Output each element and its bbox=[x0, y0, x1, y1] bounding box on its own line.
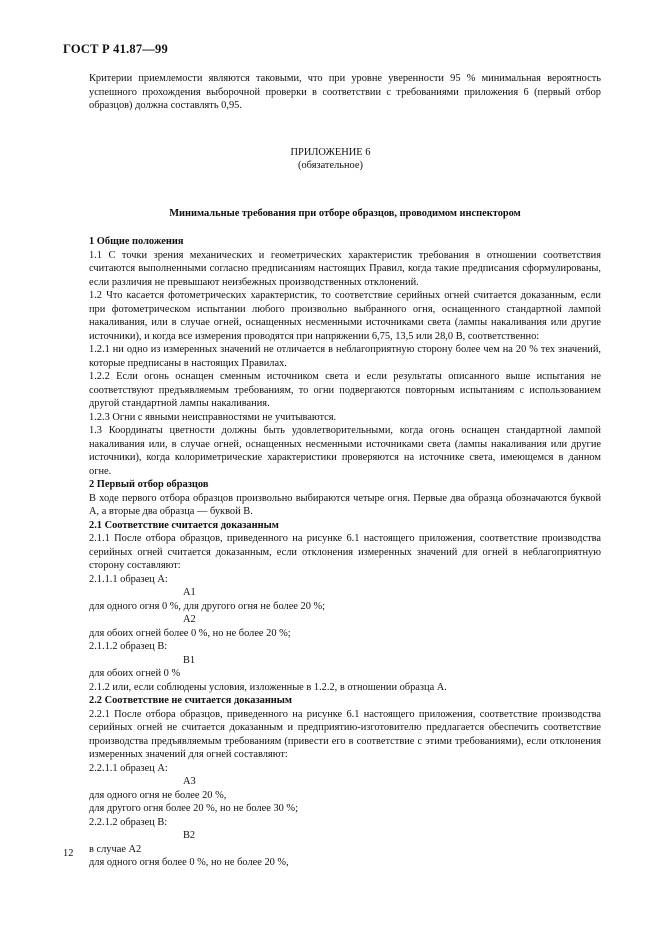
para-1-2-1: 1.2.1 ни одно из измеренных значений не отличается в неблагоприятную сторону более чем на 20 % тех значений, которые предписаны в настоящих Правилах. bbox=[89, 344, 601, 369]
case-b2: В2 bbox=[183, 830, 196, 841]
main-content bbox=[89, 235, 601, 870]
para-1-2-2: 1.2.2 Если огонь оснащен сменным источником света и если результаты описанного выше испытания не соответствуют предъявляемым требованиям, то огни подвергаются повторным испытаниям с использованием другой стандартной лампы накаливания. bbox=[89, 371, 601, 409]
appendix-title: ПРИЛОЖЕНИЕ 6 bbox=[290, 147, 371, 158]
para-2-2-1-2: 2.2.1.2 образец В: bbox=[89, 816, 168, 828]
case-b1: В1 bbox=[183, 654, 196, 666]
para-1-2-3: 1.2.3 Огни с явными неисправностями не учитываются. bbox=[89, 411, 337, 423]
page-number: 12 bbox=[63, 848, 74, 859]
document-header: ГОСТ Р 41.87—99 bbox=[63, 42, 168, 56]
intro-text: Критерии приемлемости являются таковыми, что при уровне уверенности 95 % минимальная вероятность успешного прохождения выборочной проверки в соответствии с требованиями приложения 6 (первый отбор образцов) должна составлять 0,95. bbox=[89, 73, 601, 111]
case-b1-text: для обоих огней 0 % bbox=[89, 668, 181, 679]
case-a3-text-1: для одного огня не более 20 %, bbox=[89, 789, 227, 801]
heading-1: 1 Общие положения bbox=[89, 236, 184, 247]
para-2-1-1-2: 2.1.1.2 образец В: bbox=[89, 641, 168, 652]
para-1-3: 1.3 Координаты цветности должны быть удовлетворительными, когда огонь оснащен стандартной лампой накаливания или, в случае огней, оснащенных несменными источниками света (лампы накаливания или другие источники), когда колориметрические характеристики проверяются на источнике света, имеющемся в данном огне. bbox=[89, 425, 601, 477]
section-title: Минимальные требования при отборе образцов, проводимом инспектором bbox=[169, 208, 521, 219]
case-a2: А2 bbox=[183, 614, 196, 625]
para-2-2-1-1: 2.2.1.1 образец А: bbox=[89, 762, 168, 774]
case-a3-text-2: для другого огня более 20 %, но не более 30 %; bbox=[89, 803, 298, 814]
appendix-subtitle: (обязательное) bbox=[298, 160, 363, 171]
para-2: В ходе первого отбора образцов произвольно выбираются четыре огня. Первые два образца обозначаются буквой А, а вторые два образца — буквой В. bbox=[89, 492, 601, 517]
para-2-1-1-1: 2.1.1.1 образец А: bbox=[89, 573, 168, 585]
case-a2-text: для обоих огней более 0 %, но не более 20 %; bbox=[89, 627, 291, 639]
heading-2-1: 2.1 Соответствие считается доказанным bbox=[89, 519, 279, 531]
intro-paragraph bbox=[89, 72, 601, 113]
heading-2: 2 Первый отбор образцов bbox=[89, 479, 209, 490]
para-1-2: 1.2 Что касается фотометрических характеристик, то соответствие серийных огней считается доказанным, если при фотометрическом испытании любого произвольно выбранного огня, оснащенного стандартной лампой накаливания, или в случае огней, оснащенных несменными источниками света (лампы накаливания или другие источники), и когда все измерения проводятся при напряжении 6,75, 13,5 или 28,0 В, соответственно: bbox=[89, 290, 601, 342]
para-2-1-2: 2.1.2 или, если соблюдены условия, изложенные в 1.2.2, в отношении образца А. bbox=[89, 681, 447, 693]
para-2-1-1: 2.1.1 После отбора образцов, приведенного на рисунке 6.1 настоящего приложения, соответствие производства серийных огней считается доказанным, если отклонения измеренных значений для огней в неблагоприятную сторону составляют: bbox=[89, 533, 601, 571]
heading-2-2: 2.2 Соответствие не считается доказанным bbox=[89, 695, 292, 706]
para-1-1: 1.1 С точки зрения механических и геометрических характеристик требования в отношении соответствия считаются выполненными согласно предписаниям настоящих Правил, когда такие предписания сформулированы, если различия не превышают неизбежных производственных отклонений. bbox=[89, 249, 601, 288]
case-a3: А3 bbox=[183, 776, 196, 787]
case-a1-text: для одного огня 0 %, для другого огня не более 20 %; bbox=[89, 600, 326, 612]
case-b2-text-1: в случае А2 bbox=[89, 843, 142, 855]
para-2-2-1: 2.2.1 После отбора образцов, приведенного на рисунке 6.1 настоящего приложения, соответствие производства серийных огней не считается доказанным и предприятию-изготовителю предлагается обеспечить соответствие производства предъявляемым требованиям (привести его в соответствие с этими требованиями), если отклонения измеренных значений для огней составляют: bbox=[89, 708, 601, 760]
case-a1: А1 bbox=[183, 587, 196, 598]
case-b2-text-2: для одного огня более 0 %, но не более 20 %, bbox=[89, 857, 289, 868]
